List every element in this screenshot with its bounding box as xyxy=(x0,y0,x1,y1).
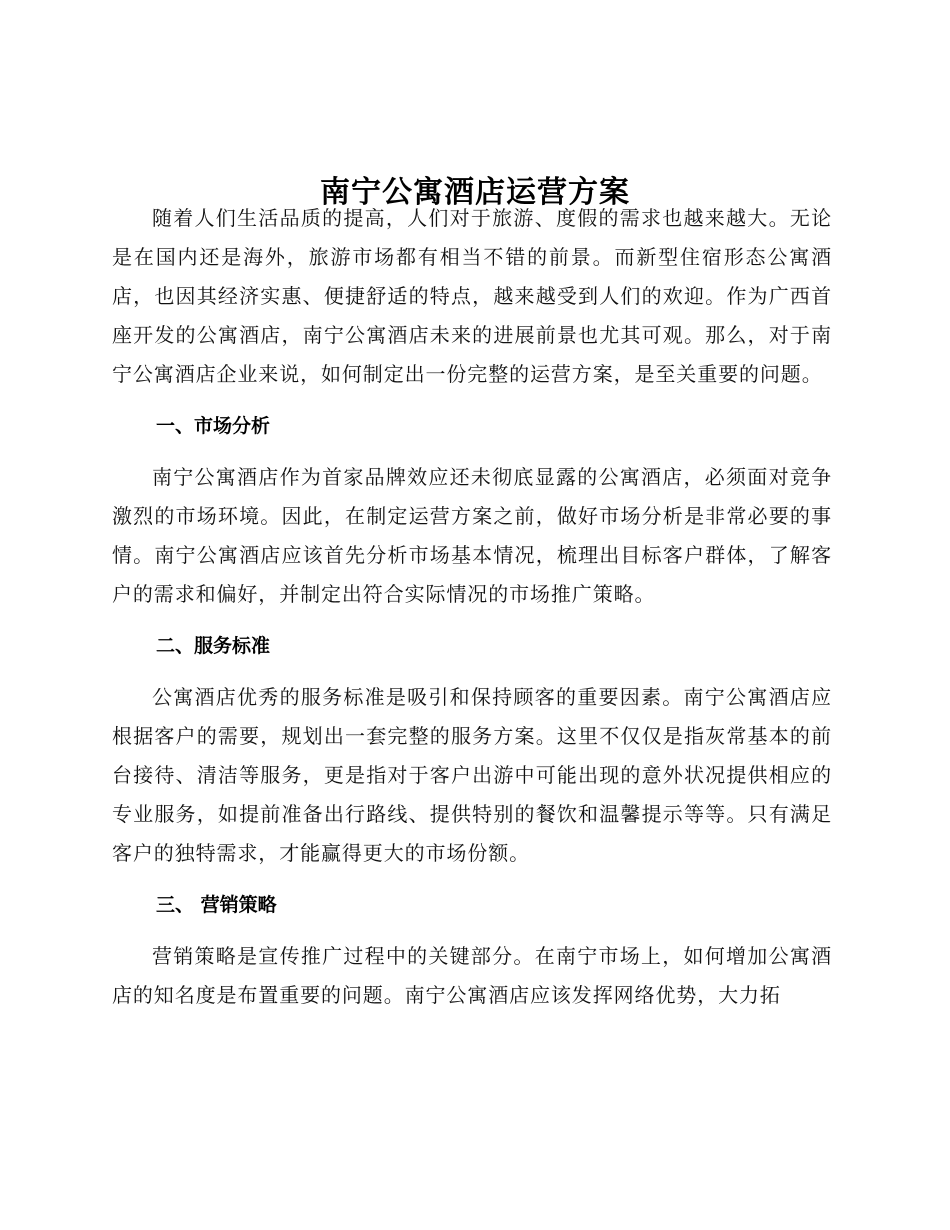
section-body-marketing-strategy: 营销策略是宣传推广过程中的关键部分。在南宁市场上，如何增加公寓酒店的知名度是布置重要的问题。南宁公寓酒店应该发挥网络优势，大力拓 xyxy=(112,944,832,1007)
document-title: 南宁公寓酒店运营方案 xyxy=(320,175,630,211)
section-heading-market-analysis: 一、市场分析 xyxy=(156,415,271,437)
section-body-market-analysis: 南宁公寓酒店作为首家品牌效应还未彻底显露的公寓酒店，必须面对竞争激烈的市场环境。因此，在制定运营方案之前，做好市场分析是非常必要的事情。南宁公寓酒店应该首先分析市场基本情况，梳理出目标客户群体，了解客户的需求和偏好，并制定出符合实际情况的市场推广策略。 xyxy=(112,465,832,606)
section-heading-service-standards: 二、服务标准 xyxy=(156,635,271,657)
intro-paragraph: 随着人们生活品质的提高，人们对于旅游、度假的需求也越来越大。无论是在国内还是海外，旅游市场都有相当不错的前景。而新型住宿形态公寓酒店，也因其经济实惠、便捷舒适的特点，越来越受到人们的欢迎。作为广西首座开发的公寓酒店，南宁公寓酒店未来的进展前景也尤其可观。那么，对于南宁公寓酒店企业来说，如何制定出一份完整的运营方案，是至关重要的问题。 xyxy=(112,206,832,386)
document-body xyxy=(112,199,832,1015)
section-body-service-standards: 公寓酒店优秀的服务标准是吸引和保持顾客的重要因素。南宁公寓酒店应根据客户的需要，规划出一套完整的服务方案。这里不仅仅是指灰常基本的前台接待、清洁等服务，更是指对于客户出游中可能出现的意外状况提供相应的专业服务，如提前准备出行路线、提供特别的餐饮和温馨提示等等。只有满足客户的独特需求，才能赢得更大的市场份额。 xyxy=(112,685,832,865)
section-heading-marketing-strategy: 三、 营销策略 xyxy=(156,894,277,916)
